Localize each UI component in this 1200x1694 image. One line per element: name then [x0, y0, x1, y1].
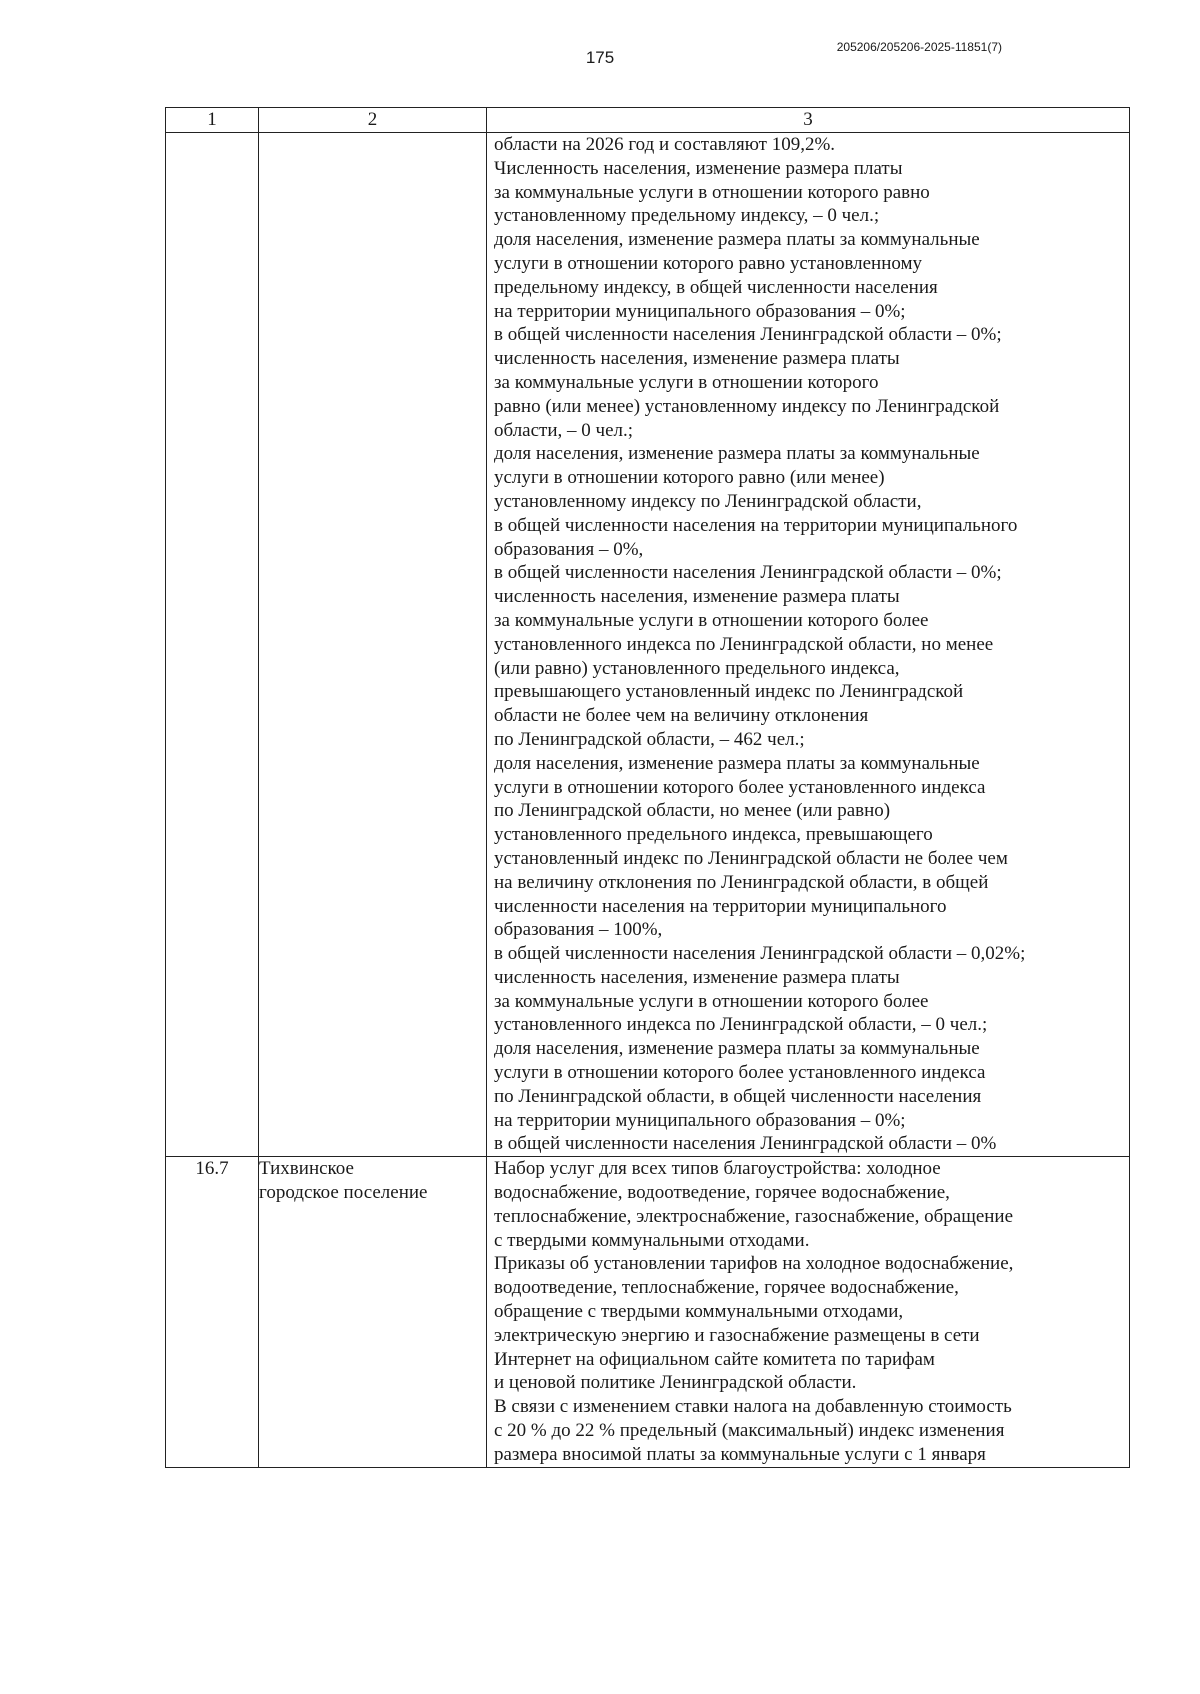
text-line: численности населения на территории муниципального: [494, 895, 947, 917]
text-line: доля населения, изменение размера платы за коммунальные: [494, 443, 980, 465]
table-header-row: [166, 108, 1130, 133]
text-line: услуги в отношении которого равно установленному: [494, 252, 923, 274]
table-row-16-7: [166, 1157, 1130, 1467]
row-name-cell: [259, 1157, 487, 1467]
text-line: в общей численности населения Ленинградской области – 0,02%;: [494, 943, 1026, 965]
text-line: области на 2026 год и составляют 109,2%.: [494, 134, 836, 155]
text-line: В связи с изменением ставки налога на добавленную стоимость: [494, 1396, 1012, 1418]
text-line: Набор услуг для всех типов благоустройства: холодное: [494, 1158, 941, 1180]
text-line: и ценовой политике Ленинградской области.: [494, 1372, 857, 1394]
text-line: предельному индексу, в общей численности населения: [494, 276, 938, 298]
text-line: услуги в отношении которого более установленного индекса: [494, 776, 986, 798]
description-text: [487, 133, 1129, 1156]
column-header-3: 3: [487, 108, 1130, 133]
text-line: в общей численности населения на территории муниципального: [494, 514, 1018, 536]
description-text: [487, 1157, 1129, 1466]
settlement-name-line-1: Тихвинское: [259, 1158, 354, 1180]
text-line: услуги в отношении которого равно (или менее): [494, 467, 885, 489]
text-line: образования – 100%,: [494, 919, 663, 941]
text-line: водоотведение, теплоснабжение, горячее водоснабжение,: [494, 1277, 959, 1299]
text-line: в общей численности населения Ленинградской области – 0%;: [494, 324, 1002, 346]
text-line: электрическую энергию и газоснабжение размещены в сети: [494, 1324, 980, 1346]
text-line: Интернет на официальном сайте комитета по тарифам: [494, 1348, 935, 1370]
text-line: по Ленинградской области, в общей численности населения: [494, 1085, 982, 1107]
text-line: по Ленинградской области, но менее (или равно): [494, 800, 891, 822]
text-line: на величину отклонения по Ленинградской области, в общей: [494, 871, 989, 893]
tariff-table: [165, 107, 1130, 1468]
row-description-cell: [487, 133, 1130, 1157]
text-line: численность населения, изменение размера платы: [494, 966, 900, 988]
text-line: водоснабжение, водоотведение, горячее водоснабжение,: [494, 1182, 950, 1204]
text-line: в общей численности населения Ленинградской области – 0%;: [494, 562, 1002, 584]
text-line: с 20 % до 22 % предельный (максимальный) индекс изменения: [494, 1420, 1005, 1442]
text-line: в общей численности населения Ленинградской области – 0%: [494, 1133, 997, 1155]
page-number: 175: [585, 48, 615, 67]
column-header-1: 1: [166, 108, 259, 133]
text-line: по Ленинградской области, – 462 чел.;: [494, 728, 805, 750]
text-line: за коммунальные услуги в отношении которого более: [494, 990, 929, 1012]
text-line: установленного предельного индекса, превышающего: [494, 824, 933, 846]
row-number-cell: [166, 133, 259, 1157]
text-line: размера вносимой платы за коммунальные услуги с 1 января: [494, 1443, 986, 1465]
text-line: доля населения, изменение размера платы за коммунальные: [494, 752, 980, 774]
text-line: Приказы об установлении тарифов на холодное водоснабжение,: [494, 1253, 1014, 1275]
text-line: на территории муниципального образования – 0%;: [494, 1109, 906, 1131]
row-description-cell: [487, 1157, 1130, 1467]
text-line: установленного индекса по Ленинградской области, но менее: [494, 633, 994, 655]
text-line: за коммунальные услуги в отношении которого более: [494, 609, 929, 631]
text-line: образования – 0%,: [494, 538, 644, 560]
text-line: (или равно) установленного предельного индекса,: [494, 657, 900, 679]
table-row-continuation: [166, 133, 1130, 1157]
column-header-2: 2: [259, 108, 487, 133]
text-line: обращение с твердыми коммунальными отходами,: [494, 1301, 904, 1323]
text-line: установленному предельному индексу, – 0 чел.;: [494, 205, 880, 227]
text-line: с твердыми коммунальными отходами.: [494, 1229, 810, 1251]
text-line: теплоснабжение, электроснабжение, газоснабжение, обращение: [494, 1205, 1014, 1227]
text-line: за коммунальные услуги в отношении которого равно: [494, 181, 930, 203]
settlement-name-line-2: городское поселение: [259, 1182, 428, 1204]
row-name-cell: [259, 133, 487, 1157]
document-id: 205206/205206-2025-11851(7): [836, 40, 1002, 54]
text-line: превышающего установленный индекс по Ленинградской: [494, 681, 964, 703]
text-line: численность населения, изменение размера платы: [494, 348, 900, 370]
text-line: за коммунальные услуги в отношении которого: [494, 371, 879, 393]
text-line: Численность населения, изменение размера платы: [494, 157, 903, 179]
text-line: установленный индекс по Ленинградской области не более чем: [494, 847, 1008, 869]
text-line: установленного индекса по Ленинградской области, – 0 чел.;: [494, 1014, 988, 1036]
text-line: услуги в отношении которого более установленного индекса: [494, 1062, 986, 1084]
text-line: численность населения, изменение размера платы: [494, 586, 900, 608]
text-line: области, – 0 чел.;: [494, 419, 634, 441]
text-line: равно (или менее) установленному индексу по Ленинградской: [494, 395, 1000, 417]
text-line: доля населения, изменение размера платы за коммунальные: [494, 1038, 980, 1060]
text-line: области не более чем на величину отклонения: [494, 705, 869, 727]
text-line: установленному индексу по Ленинградской области,: [494, 490, 922, 512]
text-line: на территории муниципального образования – 0%;: [494, 300, 906, 322]
row-number-cell: 16.7: [166, 1157, 259, 1467]
text-line: доля населения, изменение размера платы за коммунальные: [494, 229, 980, 251]
